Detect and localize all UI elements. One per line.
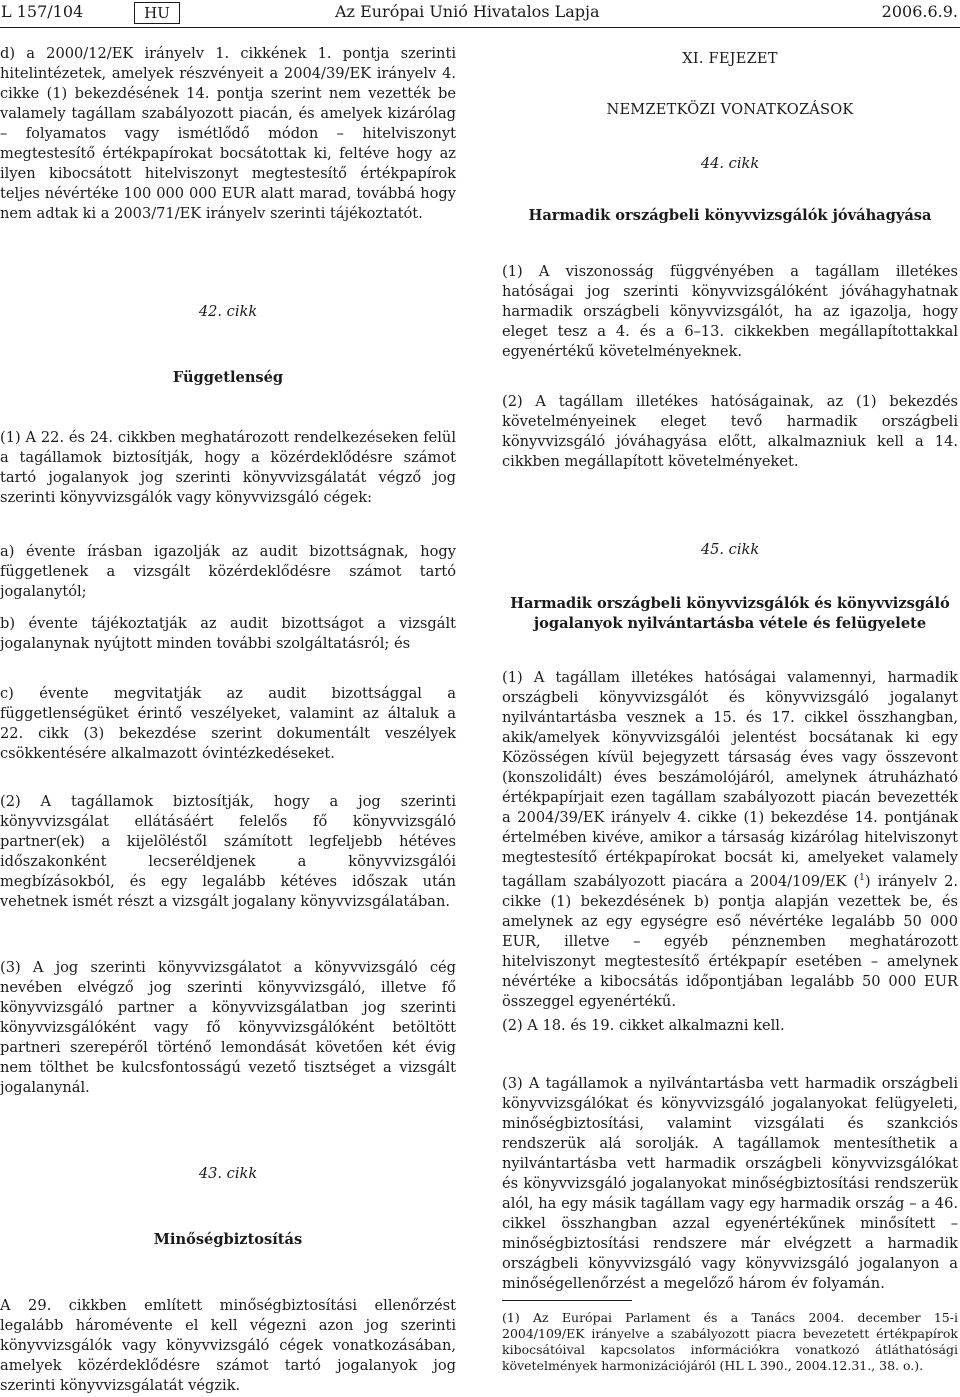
article-45-number: 45. cikk (700, 541, 760, 558)
journal-header (0, 0, 960, 26)
article-45-title: Harmadik országbeli könyvvizsgálók és könyvvizsgáló jogalanyok nyilvántartásba vétele és felügyelete (510, 595, 950, 632)
article-42-paragraph-3: (3) A jog szerinti könyvvizsgálatot a könyvvizsgáló cég nevében elvégző jog szerinti könyvvizsgáló, illetve fő könyvvizsgáló partner a könyvvizsgálatban jog szerinti könyvvizsgálóként vagy fő könyvvizsgálóként betöltött partneri szerepéről történő lemondását követően két évig nem tölthet be kulcsfontosságú vezető tisztséget a vizsgált jogalanynál. (0, 959, 456, 1096)
point-d: d) a 2000/12/EK irányelv 1. cikkének 1. pontja szerinti hitelintézetek, amelyek részvényeit a 2004/39/EK irányelv 4. cikke (1) bekezdésének 14. pontja szerint nem vezették be valamely tagállam szabályozott piacán, és amelyek kizárólag – folyamatos vagy ismétlődő módon – hitelviszonyt megtestesítő értékpapírokat bocsátottak ki, feltéve hogy az ilyen kibocsátott hitelviszonyt megtestesítő értékpapírok teljes névértéke 100 000 000 EUR alatt marad, továbbá hogy nem adtak ki a 2003/71/EK irányelv szerinti tájékoztatót. (0, 45, 456, 222)
page-reference: L 157/104 (1, 2, 84, 21)
article-44-number: 44. cikk (700, 155, 760, 172)
article-45-paragraph-1 (502, 668, 958, 1012)
language-badge: HU (134, 2, 180, 24)
footnote-reference: 1 (859, 873, 865, 883)
article-43-title: Minőségbiztosítás (153, 1231, 303, 1248)
journal-title: Az Európai Unió Hivatalos Lapja (335, 2, 600, 21)
chapter-number: XI. FEJEZET (682, 50, 778, 67)
article-43-paragraph: A 29. cikkben említett minőségbiztosítási ellenőrzést legalább háromévente el kell végezni azon jog szerinti könyvvizsgálók vagy könyvvizsgáló cégek vonatkozásában, amelyek közérdeklődésre számot tartó jogalanyok jog szerinti könyvvizsgálatát végzik. (0, 1297, 456, 1394)
footnote (502, 1310, 958, 1374)
article-42-point-b: b) évente tájékoztatják az audit bizottságot a vizsgált jogalanynak nyújtott minden további szolgáltatásról; és (0, 615, 456, 652)
article-44-title: Harmadik országbeli könyvvizsgálók jóváhagyása (528, 207, 932, 224)
footnote-mark: (1) (502, 1310, 520, 1325)
article-45-paragraph-1-part-b: ) irányelv 2. cikke (1) bekezdésének b) pontja alapján vezettek be, és amelynek az egy egységre eső névértéke legalább 50 000 EUR, illetve – egyéb pénznemben meghatározott hitelviszonyt megtestesítő értékpapír esetében – amelynek névértéke a kibocsátás időpontjában legalább 50 000 EUR összeggel egyenértékű. (502, 872, 958, 1010)
article-42-title: Függetlenség (172, 369, 284, 386)
article-45-paragraph-2: (2) A 18. és 19. cikket alkalmazni kell. (502, 1017, 785, 1034)
chapter-title: NEMZETKÖZI VONATKOZÁSOK (606, 101, 854, 118)
publication-date: 2006.6.9. (881, 2, 958, 21)
article-42-point-a: a) évente írásban igazolják az audit bizottságnak, hogy függetlenek a vizsgált közérdeklődésre számot tartó jogalanytól; (0, 543, 456, 600)
article-42-number: 42. cikk (198, 303, 258, 320)
footnote-rule (502, 1300, 632, 1301)
article-43-number: 43. cikk (198, 1165, 258, 1182)
article-42-point-c: c) évente megvitatják az audit bizottsággal a függetlenségüket érintő veszélyeket, valamint az általuk a 22. cikk (3) bekezdése szerint dokumentált veszélyek csökkentésére alkalmazott óvintézkedéseket. (0, 685, 456, 762)
header-rule (0, 27, 960, 28)
article-45-paragraph-3: (3) A tagállamok a nyilvántartásba vett harmadik országbeli könyvvizsgálókat és könyvvizsgáló jogalanyokat felügyeleti, minőségbiztosítási, valamint vizsgálati és szankciós rendszerük alá sorolják. A tagállamok mentesíthetik a nyilvántartásba vett harmadik országbeli könyvvizsgálókat és könyvvizsgáló jogalanyokat minőségbiztosítási rendszerük alól, ha egy másik tagállam vagy egy harmadik ország – a 46. cikkel összhangban azzal egyenértékűnek minősített – minőségbiztosítási rendszere már elvégzett a harmadik országbeli könyvvizsgáló vagy könyvvizsgáló jogalanyon a minőségellenőrzést a megelőző három év folyamán. (502, 1075, 958, 1292)
article-42-paragraph-1: (1) A 22. és 24. cikkben meghatározott rendelkezéseken felül a tagállamok biztosítják, hogy a közérdeklődésre számot tartó jogalanyok jog szerinti könyvvizsgálatát végző jog szerinti könyvvizsgálók vagy könyvvizsgáló cégek: (0, 429, 456, 506)
article-42-paragraph-2: (2) A tagállamok biztosítják, hogy a jog szerinti könyvvizsgálat ellátásáért felelős fő könyvvizsgáló partner(ek) a kijelöléstől számított legfeljebb hétéves időszakonként lecseréldjenek a könyvvizsgálói megbízásokból, és egy legalább kétéves időszak után vehetnek ismét részt a vizsgált jogalany könyvvizsgálatában. (0, 793, 456, 910)
article-45-paragraph-1-part-a: (1) A tagállam illetékes hatóságai valamennyi, harmadik országbeli könyvvizsgálót és könyvvizsgáló jogalanyt nyilvántartásba vesznek a 15. és 17. cikkel összhangban, akik/amelyek könyvvizsgálói jelentést bocsátanak ki egy Közösségen kívül bejegyzett társaság éves vagy összevont (konszolidált) éves beszámolójáról, amelynek átruházható értékpapírjait ezen tagállam szabályozott piacán bevezették a 2004/39/EK irányelv 4. cikke (1) bekezdése 14. pontjának értelmében kivéve, amikor a társaság kizárólag hitelviszonyt megtestesítő értékpapírokat bocsát ki, amelyeket valamely tagállam szabályozott piacára a 2004/109/EK ( (502, 669, 958, 890)
article-44-paragraph-1: (1) A viszonosság függvényében a tagállam illetékes hatóságai jog szerinti könyvvizsgálóként jóváhagyhatnak harmadik országbeli könyvvizsgálót, ha az igazolja, hogy eleget tesz a 4. és a 6–13. cikkekben megállapítottakkal egyenértékű követelményeknek. (502, 263, 958, 360)
footnote-text: Az Európai Parlament és a Tanács 2004. december 15-i 2004/109/EK irányelve a szabályozott piacra bevezetett értékpapírok kibocsátóival kapcsolatos információkra vonatkozó átláthatósági követelmények harmonizációjáról (HL L 390., 2004.12.31., 38. o.). (502, 1310, 958, 1373)
article-44-paragraph-2: (2) A tagállam illetékes hatóságainak, az (1) bekezdés követelményeinek eleget tevő harmadik országbeli könyvvizsgáló jóváhagyása előtt, alkalmazniuk kell a 14. cikkben megállapított követelményeket. (502, 393, 958, 470)
